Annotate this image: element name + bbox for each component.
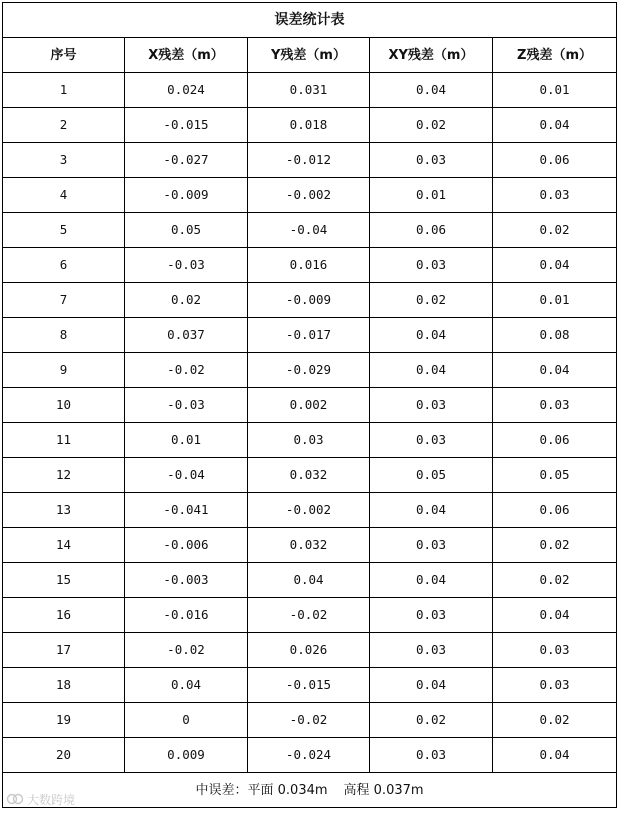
- row-index: 17: [3, 633, 125, 668]
- xy-residual-cell: 0.04: [370, 668, 493, 703]
- xy-residual-cell: 0.04: [370, 493, 493, 528]
- table-footer-row: [3, 773, 617, 808]
- x-residual-cell: -0.02: [125, 353, 248, 388]
- z-residual-cell: 0.03: [493, 388, 617, 423]
- mean-error-elevation: 高程 0.037m: [343, 782, 424, 798]
- z-residual-cell: 0.02: [493, 563, 617, 598]
- y-residual-cell: 0.03: [248, 423, 370, 458]
- row-index: 14: [3, 528, 125, 563]
- table-row: [3, 668, 617, 703]
- x-residual-cell: -0.027: [125, 143, 248, 178]
- y-residual-cell: 0.016: [248, 248, 370, 283]
- table-row: [3, 633, 617, 668]
- row-index: 4: [3, 178, 125, 213]
- table-title: 误差统计表: [3, 3, 617, 38]
- error-statistics-table-container: [2, 2, 616, 808]
- row-index: 6: [3, 248, 125, 283]
- y-residual-cell: -0.009: [248, 283, 370, 318]
- mean-error-summary: [3, 773, 617, 808]
- table-row: [3, 213, 617, 248]
- table-row: [3, 738, 617, 773]
- row-index: 9: [3, 353, 125, 388]
- table-row: [3, 248, 617, 283]
- y-residual-cell: -0.029: [248, 353, 370, 388]
- y-residual-cell: -0.04: [248, 213, 370, 248]
- y-residual-cell: 0.031: [248, 73, 370, 108]
- row-index: 5: [3, 213, 125, 248]
- x-residual-cell: -0.04: [125, 458, 248, 493]
- row-index: 3: [3, 143, 125, 178]
- xy-residual-cell: 0.04: [370, 353, 493, 388]
- z-residual-cell: 0.04: [493, 598, 617, 633]
- x-residual-cell: 0.02: [125, 283, 248, 318]
- row-index: 16: [3, 598, 125, 633]
- table-header-row: [3, 38, 617, 73]
- x-residual-cell: 0.009: [125, 738, 248, 773]
- z-residual-cell: 0.03: [493, 633, 617, 668]
- mean-error-plane: 平面 0.034m: [247, 782, 328, 798]
- x-residual-cell: -0.009: [125, 178, 248, 213]
- row-index: 10: [3, 388, 125, 423]
- z-residual-cell: 0.02: [493, 703, 617, 738]
- table-row: [3, 178, 617, 213]
- table-row: [3, 458, 617, 493]
- row-index: 13: [3, 493, 125, 528]
- z-residual-cell: 0.01: [493, 283, 617, 318]
- x-residual-cell: 0: [125, 703, 248, 738]
- y-residual-cell: -0.017: [248, 318, 370, 353]
- watermark-text: 大数跨境: [27, 792, 76, 807]
- table-row: [3, 143, 617, 178]
- xy-residual-cell: 0.02: [370, 108, 493, 143]
- z-residual-cell: 0.02: [493, 213, 617, 248]
- table-row: [3, 423, 617, 458]
- header-index: 序号: [3, 38, 125, 73]
- table-title-row: [3, 3, 617, 38]
- z-residual-cell: 0.08: [493, 318, 617, 353]
- xy-residual-cell: 0.04: [370, 73, 493, 108]
- x-residual-cell: -0.041: [125, 493, 248, 528]
- xy-residual-cell: 0.05: [370, 458, 493, 493]
- y-residual-cell: -0.002: [248, 178, 370, 213]
- y-residual-cell: 0.026: [248, 633, 370, 668]
- xy-residual-cell: 0.03: [370, 598, 493, 633]
- y-residual-cell: 0.04: [248, 563, 370, 598]
- table-row: [3, 353, 617, 388]
- row-index: 8: [3, 318, 125, 353]
- table-row: [3, 283, 617, 318]
- x-residual-cell: 0.024: [125, 73, 248, 108]
- row-index: 1: [3, 73, 125, 108]
- xy-residual-cell: 0.04: [370, 318, 493, 353]
- z-residual-cell: 0.04: [493, 738, 617, 773]
- xy-residual-cell: 0.03: [370, 633, 493, 668]
- table-row: [3, 108, 617, 143]
- xy-residual-cell: 0.03: [370, 143, 493, 178]
- table-row: [3, 318, 617, 353]
- mean-error-label: 中误差：: [195, 782, 248, 798]
- error-statistics-table: [2, 2, 617, 808]
- row-index: 20: [3, 738, 125, 773]
- y-residual-cell: -0.012: [248, 143, 370, 178]
- z-residual-cell: 0.04: [493, 108, 617, 143]
- header-z-residual: Z残差（m）: [493, 38, 617, 73]
- z-residual-cell: 0.05: [493, 458, 617, 493]
- row-index: 18: [3, 668, 125, 703]
- xy-residual-cell: 0.02: [370, 283, 493, 318]
- z-residual-cell: 0.03: [493, 668, 617, 703]
- xy-residual-cell: 0.02: [370, 703, 493, 738]
- x-residual-cell: 0.05: [125, 213, 248, 248]
- x-residual-cell: 0.01: [125, 423, 248, 458]
- x-residual-cell: -0.03: [125, 248, 248, 283]
- row-index: 2: [3, 108, 125, 143]
- x-residual-cell: -0.006: [125, 528, 248, 563]
- table-row: [3, 73, 617, 108]
- row-index: 15: [3, 563, 125, 598]
- table-row: [3, 598, 617, 633]
- x-residual-cell: -0.02: [125, 633, 248, 668]
- xy-residual-cell: 0.01: [370, 178, 493, 213]
- z-residual-cell: 0.06: [493, 143, 617, 178]
- x-residual-cell: -0.003: [125, 563, 248, 598]
- y-residual-cell: -0.02: [248, 598, 370, 633]
- y-residual-cell: 0.002: [248, 388, 370, 423]
- z-residual-cell: 0.04: [493, 353, 617, 388]
- y-residual-cell: -0.02: [248, 703, 370, 738]
- z-residual-cell: 0.04: [493, 248, 617, 283]
- xy-residual-cell: 0.06: [370, 213, 493, 248]
- x-residual-cell: -0.03: [125, 388, 248, 423]
- table-row: [3, 528, 617, 563]
- z-residual-cell: 0.03: [493, 178, 617, 213]
- z-residual-cell: 0.02: [493, 528, 617, 563]
- xy-residual-cell: 0.03: [370, 528, 493, 563]
- z-residual-cell: 0.06: [493, 493, 617, 528]
- header-x-residual: X残差（m）: [125, 38, 248, 73]
- x-residual-cell: -0.015: [125, 108, 248, 143]
- table-row: [3, 703, 617, 738]
- table-row: [3, 388, 617, 423]
- x-residual-cell: -0.016: [125, 598, 248, 633]
- y-residual-cell: -0.002: [248, 493, 370, 528]
- row-index: 7: [3, 283, 125, 318]
- xy-residual-cell: 0.03: [370, 248, 493, 283]
- row-index: 12: [3, 458, 125, 493]
- y-residual-cell: 0.032: [248, 528, 370, 563]
- y-residual-cell: 0.018: [248, 108, 370, 143]
- x-residual-cell: 0.04: [125, 668, 248, 703]
- y-residual-cell: -0.024: [248, 738, 370, 773]
- x-residual-cell: 0.037: [125, 318, 248, 353]
- z-residual-cell: 0.06: [493, 423, 617, 458]
- xy-residual-cell: 0.03: [370, 388, 493, 423]
- header-xy-residual: XY残差（m）: [370, 38, 493, 73]
- xy-residual-cell: 0.04: [370, 563, 493, 598]
- row-index: 19: [3, 703, 125, 738]
- y-residual-cell: 0.032: [248, 458, 370, 493]
- header-y-residual: Y残差（m）: [248, 38, 370, 73]
- xy-residual-cell: 0.03: [370, 423, 493, 458]
- table-row: [3, 563, 617, 598]
- row-index: 11: [3, 423, 125, 458]
- z-residual-cell: 0.01: [493, 73, 617, 108]
- table-row: [3, 493, 617, 528]
- y-residual-cell: -0.015: [248, 668, 370, 703]
- xy-residual-cell: 0.03: [370, 738, 493, 773]
